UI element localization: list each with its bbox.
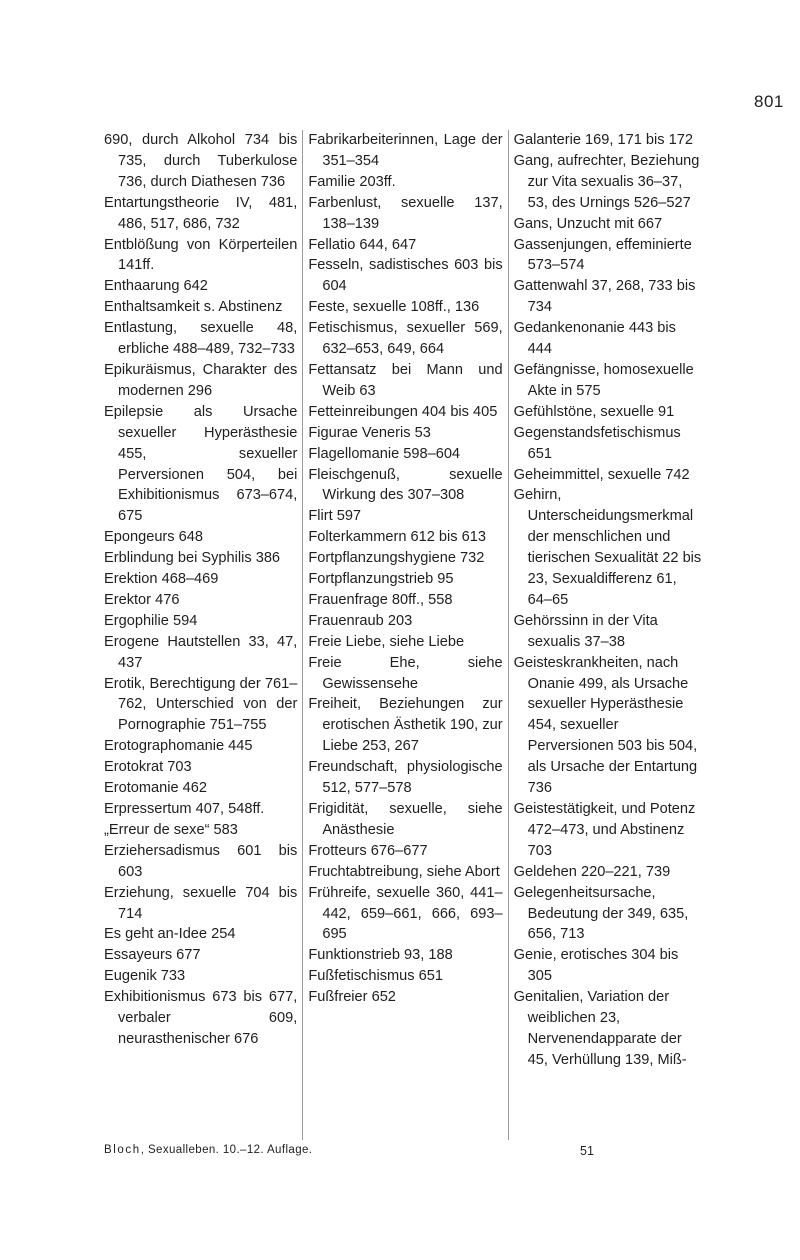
footer-sheet-number: 51 [580,1144,594,1158]
index-entry: Flagellomanie 598–604 [308,445,461,462]
index-entry: Erpressertum 407, 548ff. [104,801,265,817]
index-entry: Frotteurs 676–677 [308,842,428,859]
index-entry: Enthaltsamkeit s. Abstinenz [104,299,283,316]
index-entry: Erotik, Berechtigung der 761–762, Unterschied von der Pornographie 751–755 [104,675,298,734]
index-column-middle [303,130,508,1140]
index-entry: Fleischgenuß, sexuelle Wirkung des 307–308 [308,466,503,504]
index-entry: Fruchtabtreibung, siehe Abort [308,863,500,880]
index-entry: Fußfreier 652 [308,989,396,1006]
index-entry: Frigidität, sexuelle, siehe Anästhesie [308,801,503,838]
index-entry: Galanterie 169, 171 bis 172 [513,132,693,148]
index-entry: Gegenstandsfetischismus 651 [513,424,681,462]
index-entry: Fetteinreibungen 404 bis 405 [308,403,498,420]
index-entry: Gehirn, Unterscheidungsmerkmal der menschlichen und tierischen Sexualität 22 bis 23, Sexualdifferenz 61, 64–65 [513,487,702,608]
footer-signature [104,1144,312,1156]
index-entry: Gassenjungen, effeminierte 573–574 [513,236,692,274]
index-entry: Es geht an-Idee 254 [104,926,236,943]
index-entry: Eugenik 733 [104,968,186,985]
index-entry: Frauenraub 203 [308,612,413,629]
index-entry: Erogene Hautstellen 33, 47, 437 [104,633,298,671]
index-entry: Fortpflanzungstrieb 95 [308,571,454,588]
index-entry: Farbenlust, sexuelle 137, 138–139 [308,194,503,232]
index-entry: Fetischismus, sexueller 569, 632–653, 649, 664 [308,320,503,358]
index-entry: Gedankenonanie 443 bis 444 [513,320,676,358]
index-entry: Funktionstrieb 93, 188 [308,947,453,964]
index-entry: Gefängnisse, homosexuelle Akte in 575 [513,361,694,399]
index-entry: Exhibitionismus 673 bis 677, verbaler 609, neurasthenischer 676 [104,989,298,1047]
footer-title: , Sexualleben. 10.–12. Auflage. [140,1144,313,1156]
index-entry: Freundschaft, physiologische 512, 577–578 [308,759,503,797]
index-entry: „Erreur de sexe“ 583 [104,821,238,838]
index-entry: 690, durch Alkohol 734 bis 735, durch Tuberkulose 736, durch Diathesen 736 [104,132,298,190]
index-entry: Geistestätigkeit, und Potenz 472–473, und Abstinenz 703 [513,801,696,859]
index-entry: Entblößung von Körperteilen 141ff. [104,236,298,274]
page-number: 801 [754,92,784,111]
index-entry: Freie Liebe, siehe Liebe [308,633,465,650]
index-entry: Erektor 476 [104,591,180,608]
index-entry: Genie, erotisches 304 bis 305 [513,947,679,985]
index-entry: Epilepsie als Ursache sexueller Hyperästhesie 455, sexueller Perversionen 504, bei Exhibitionismus 673–674, 675 [104,403,298,525]
index-entry: Erziehersadismus 601 bis 603 [104,842,298,880]
index-entry: Fabrikarbeiterinnen, Lage der 351–354 [308,132,503,169]
index-entry: Erotographomanie 445 [104,738,253,755]
index-entry: Fesseln, sadistisches 603 bis 604 [308,257,503,295]
index-entry: Fußfetischismus 651 [308,968,443,985]
index-entry: Erotokrat 703 [104,759,192,776]
index-entry: Gang, aufrechter, Beziehung zur Vita sexualis 36–37, 53, des Urnings 526–527 [513,152,700,211]
index-entry: Enthaarung 642 [104,278,208,295]
index-entry: Gehörssinn in der Vita sexualis 37–38 [513,612,658,650]
index-entry: Fortpflanzungshygiene 732 [308,550,485,567]
index-column-left [104,130,303,1140]
index-entry: Gefühlstöne, sexuelle 91 [513,403,675,420]
index-entry: Essayeurs 677 [104,947,201,964]
index-entry: Erotomanie 462 [104,780,208,797]
index-entry: Figurae Veneris 53 [308,424,431,441]
index-entry: Genitalien, Variation der weiblichen 23, Nervenendapparate der 45, Verhüllung 139, Miß- [513,989,687,1068]
index-entry: Familie 203ff. [308,173,396,190]
index-entry: Folterkammern 612 bis 613 [308,529,486,546]
index-entry: Flirt 597 [308,508,362,525]
index-entry: Entlastung, sexuelle 48, erbliche 488–489, 732–733 [104,320,298,358]
index-entry: Fellatio 644, 647 [308,236,417,253]
index-entry: Frühreife, sexuelle 360, 441–442, 659–661, 666, 693–695 [308,884,503,943]
index-entry: Epikuräismus, Charakter des modernen 296 [104,361,298,399]
index-entry: Erektion 468–469 [104,571,219,588]
index-entry: Geldehen 220–221, 739 [513,863,671,880]
index-entry: Gans, Unzucht mit 667 [513,215,663,232]
footer-author: Bloch [104,1144,141,1156]
index-entry: Feste, sexuelle 108ff., 136 [308,299,480,316]
index-entry: Geheimmittel, sexuelle 742 [513,466,690,483]
index-entry: Ergophilie 594 [104,612,198,629]
index-entry: Freie Ehe, siehe Gewissensehe [308,654,503,692]
index-entry: Gattenwahl 37, 268, 733 bis 734 [513,278,696,316]
index-columns [104,130,704,1140]
index-entry: Freiheit, Beziehungen zur erotischen Ästhetik 190, zur Liebe 253, 267 [308,696,503,755]
index-column-right [509,130,704,1140]
index-entry: Epongeurs 648 [104,529,203,546]
index-entry: Entartungstheorie IV, 481, 486, 517, 686, 732 [104,194,298,232]
index-entry: Geisteskrankheiten, nach Onanie 499, als Ursache sexueller Hyperästhesie 454, sexueller Perversionen 503 bis 504, als Ursache der Entartung 736 [513,654,698,797]
index-entry: Fettansatz bei Mann und Weib 63 [308,361,503,399]
index-entry: Frauenfrage 80ff., 558 [308,591,453,608]
index-entry: Erblindung bei Syphilis 386 [104,550,281,567]
index-entry: Erziehung, sexuelle 704 bis 714 [104,884,298,922]
index-entry: Gelegenheitsursache, Bedeutung der 349, 635, 656, 713 [513,884,689,943]
